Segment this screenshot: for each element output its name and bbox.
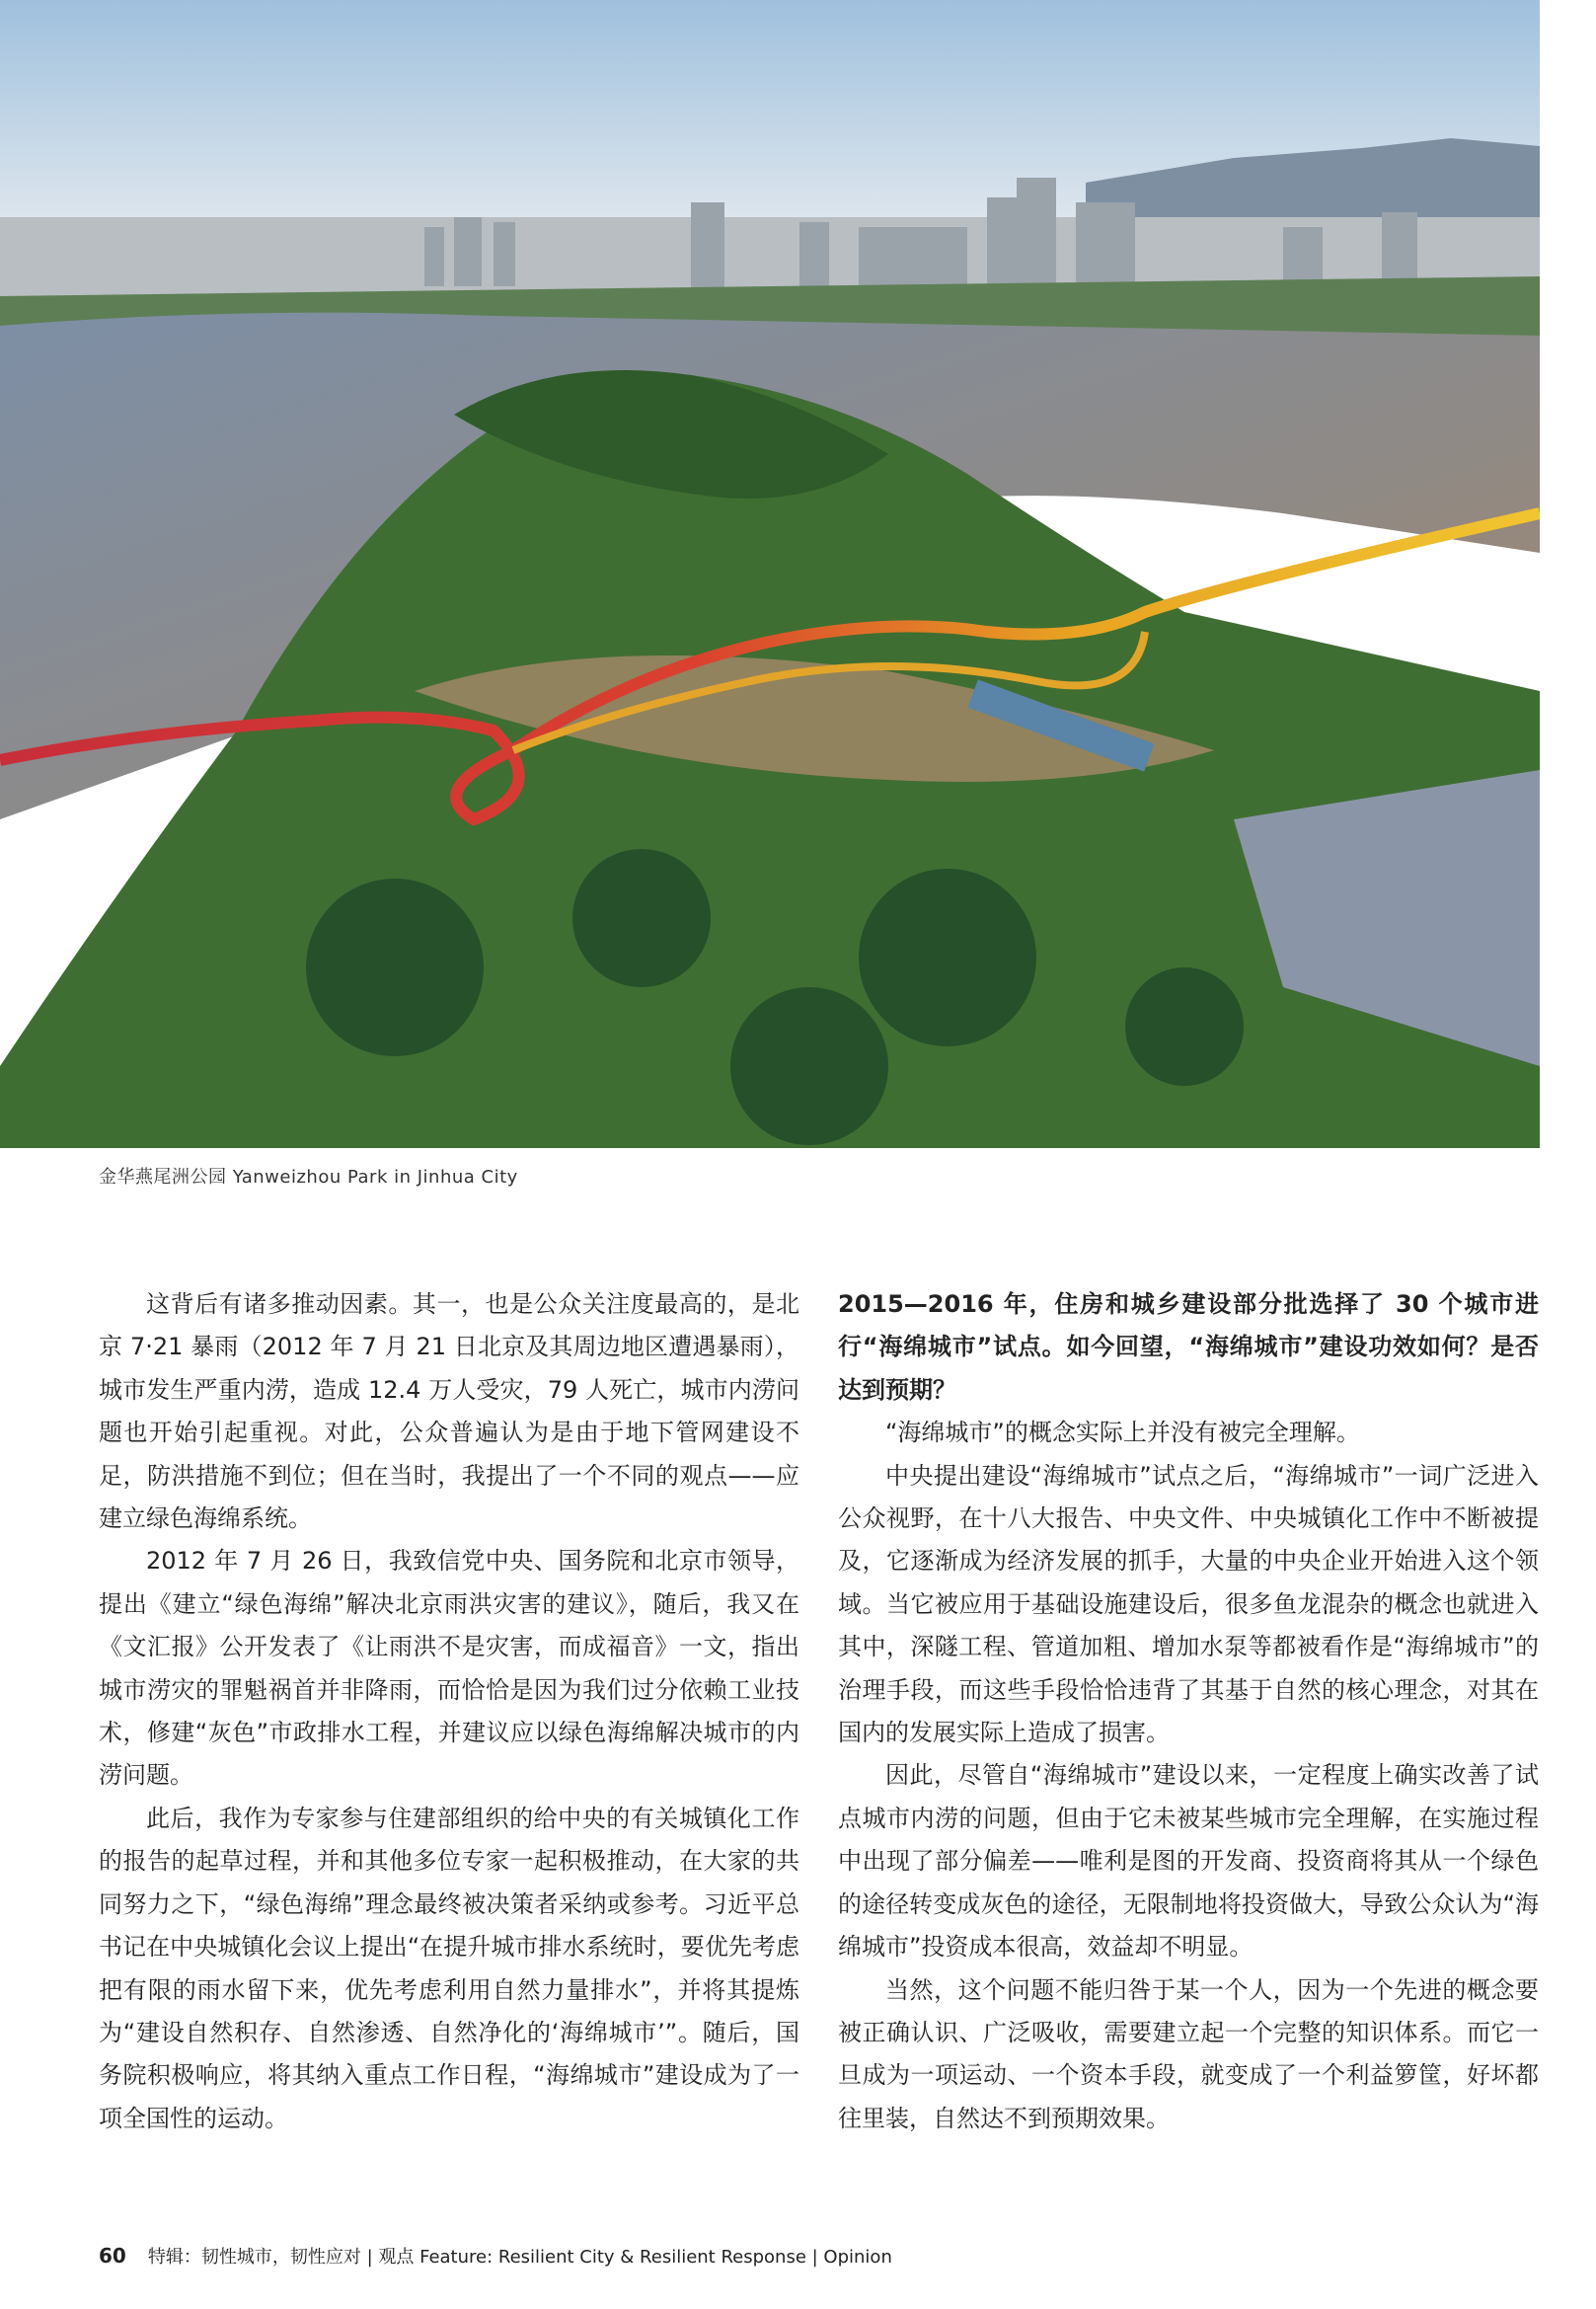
body-paragraph: 此后，我作为专家参与住建部组织的给中央的有关城镇化工作的报告的起草过程，并和其他多位专家一起积极推动，在大家的共同努力之下，“绿色海绵”理念最终被决策者采纳或参考。习近平总书记在中央城镇化会议上提出“在提升城市排水系统时，要优先考虑把有限的雨水留下来，优先考虑利用自然力量排水”，并将其提炼为“建设自然积存、自然渗透、自然净化的‘海绵城市’”。随后，国务院积极响应，将其纳入重点工作日程，“海绵城市”建设成为了一项全国性的运动。 [99, 1804, 799, 2132]
body-paragraph: 2012 年 7 月 26 日，我致信党中央、国务院和北京市领导，提出《建立“绿色海绵”解决北京雨洪灾害的建议》，随后，我又在《文汇报》公开发表了《让雨洪不是灾害，而成福音》一文，指出城市涝灾的罪魁祸首并非降雨，而恰恰是因为我们过分依赖工业技术，修建“灰色”市政排水工程，并建议应以绿色海绵解决城市的内涝问题。 [99, 1547, 799, 1790]
page-footer [99, 2243, 892, 2269]
left-column [99, 1283, 799, 2140]
body-paragraph: 当然，这个问题不能归咎于某一个人，因为一个先进的概念要被正确认识、广泛吸收，需要建立起一个完整的知识体系。而它一旦成为一项运动、一个资本手段，就变成了一个利益箩筐，好坏都往里装，自然达不到预期效果。 [838, 1975, 1539, 2132]
park-aerial-photo [0, 0, 1540, 1148]
body-paragraph: 中央提出建设“海绵城市”试点之后，“海绵城市”一词广泛进入公众视野，在十八大报告、中央文件、中央城镇化工作中不断被提及，它逐渐成为经济发展的抓手，大量的中央企业开始进入这个领域。当它被应用于基础设施建设后，很多鱼龙混杂的概念也就进入其中，深隧工程、管道加粗、增加水泵等都被看作是“海绵城市”的治理手段，而这些手段恰恰违背了其基于自然的核心理念，对其在国内的发展实际上造成了损害。 [838, 1461, 1539, 1747]
interview-question: 2015—2016 年，住房和城乡建设部分批选择了 30 个城市进行“海绵城市”试点。如今回望，“海绵城市”建设功效如何？是否达到预期？ [838, 1290, 1539, 1404]
figure-caption: 金华燕尾洲公园 Yanweizhou Park in Jinhua City [99, 1167, 518, 1188]
body-paragraph: “海绵城市”的概念实际上并没有被完全理解。 [885, 1419, 1360, 1447]
right-column [838, 1283, 1539, 2140]
page-number: 60 [99, 2244, 126, 2268]
body-paragraph: 这背后有诸多推动因素。其一，也是公众关注度最高的，是北京 7·21 暴雨（2012 年 7 月 21 日北京及其周边地区遭遇暴雨），城市发生严重内涝，造成 12.4 万人受灾，79 人死亡，城市内涝问题也开始引起重视。对此，公众普遍认为是由于地下管网建设不足，防洪措施不到位；但在当时，我提出了一个不同的观点——应建立绿色海绵系统。 [99, 1290, 799, 1533]
body-paragraph: 因此，尽管自“海绵城市”建设以来，一定程度上确实改善了试点城市内涝的问题，但由于它未被某些城市完全理解，在实施过程中出现了部分偏差——唯利是图的开发商、投资商将其从一个绿色的途径转变成灰色的途径，无限制地将投资做大，导致公众认为“海绵城市”投资成本很高，效益却不明显。 [838, 1761, 1539, 1962]
section-title: 特辑：韧性城市，韧性应对 | 观点 Feature: Resilient City & Resilient Response | Opinion [147, 2247, 892, 2268]
